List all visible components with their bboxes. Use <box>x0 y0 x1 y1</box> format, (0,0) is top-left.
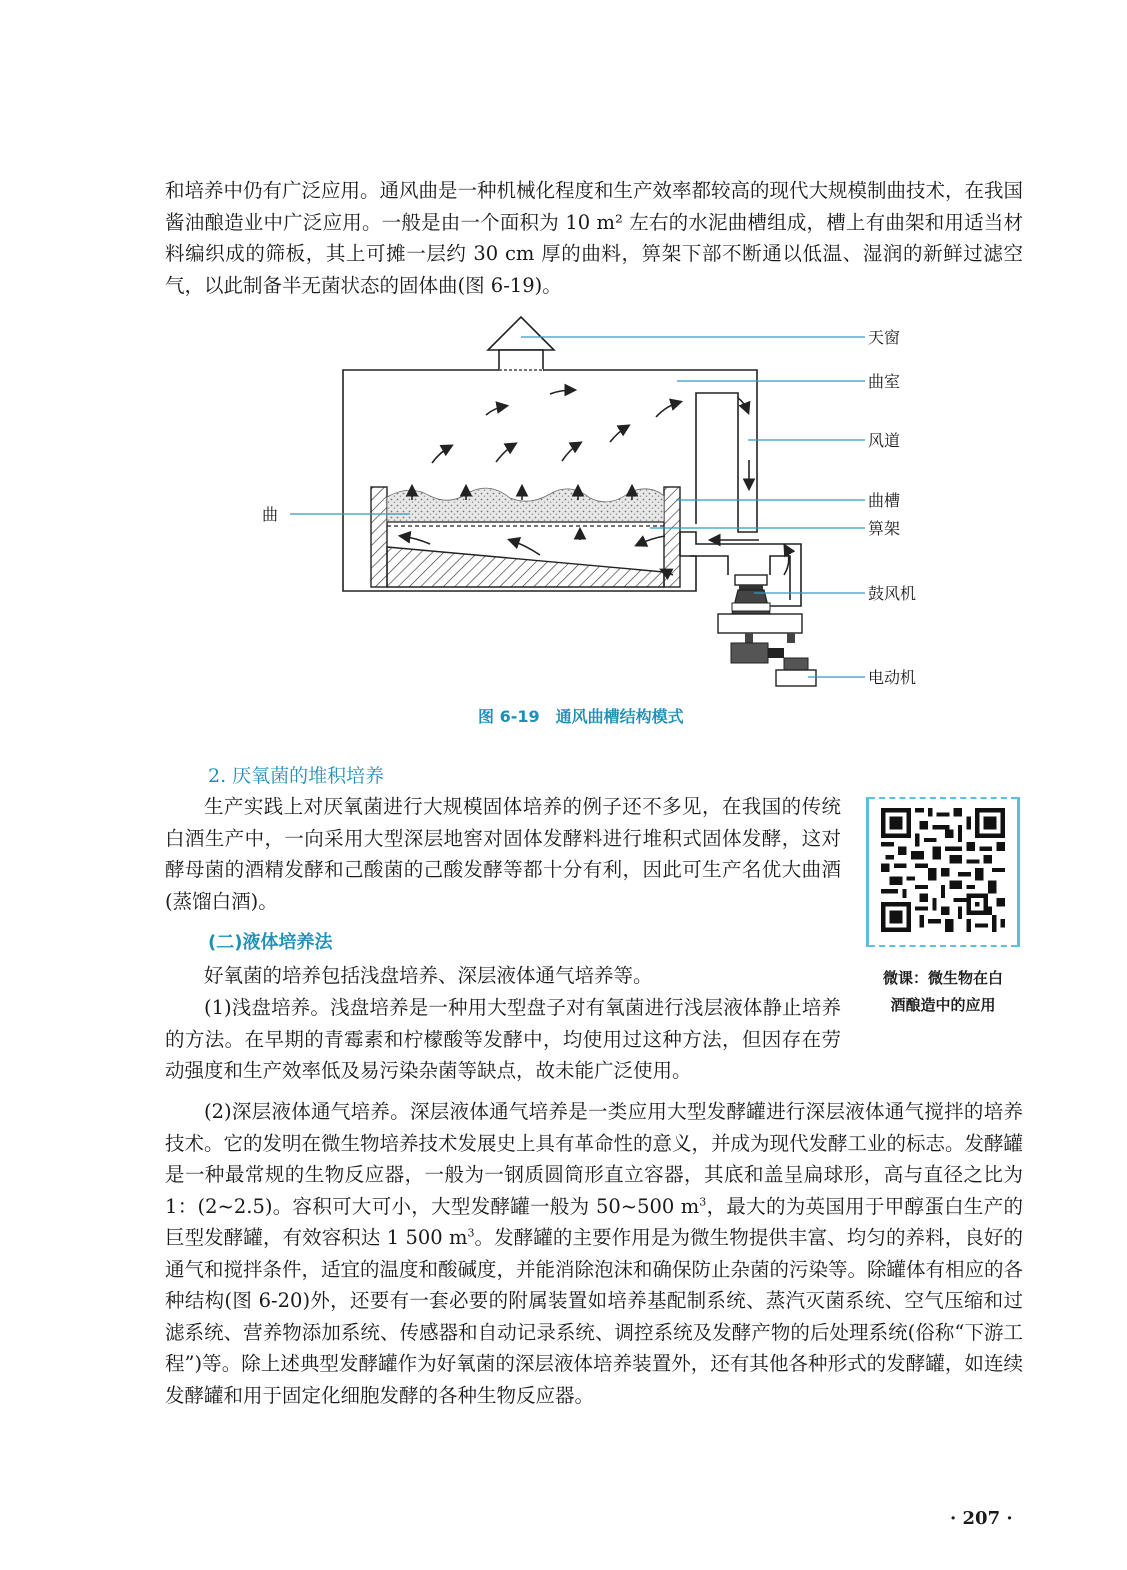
qr-caption-line1: 微课：微生物在白 <box>882 969 1003 987</box>
paragraph-ventilated-koji: 和培养中仍有广泛应用。通风曲是一种机械化程度和生产效率都较高的现代大规模制曲技术，在我国酱油酿造业中广泛应用。一般是由一个面积为 10 m² 左右的水泥曲槽组成，槽上有曲架和用适当材料编织成的筛板，其上可摊一层约 30 cm 厚的曲料，箅架下部不断通以低温、湿润的新鲜过滤空气，以此制备半无菌状态的固体曲(图 6-19)。 <box>165 179 1024 297</box>
label-skylight: 天窗 <box>868 328 901 347</box>
paragraph-deep-liquid-a: (2)深层液体通气培养。深层液体通气培养是一类应用大型发酵罐进行深层液体通气搅拌的培养技术。它的发明在微生物培养技术发展史上具有革命性的意义，并成为现代发酵工业的标志。发酵罐是一种最常规的生物反应器，一般为一钢质圆筒形直立容器，其底和盖呈扁球形，高与直径之比为 1：(2~2.5)。容积可大可小，大型发酵罐一般为 50~500 m <box>165 1100 1024 1218</box>
paragraph-deep-liquid-culture <box>165 1096 1023 1411</box>
paragraph-anaerobic: 生产实践上对厌氧菌进行大规模固体培养的例子还不多见，在我国的传统白酒生产中，一向采用大型深层地窖对固体发酵料进行堆积式固体发酵，这对酵母菌的酒精发酵和己酸菌的己酸发酵等都十分有利，因此可生产名优大曲酒(蒸馏白酒)。 <box>165 795 841 913</box>
paragraph-shallow-tray-text: (1)浅盘培养。浅盘培养是一种用大型盘子对有氧菌进行浅层液体静止培养的方法。在早期的青霉素和柠檬酸等发酵中，均使用过这种方法，但因存在劳动强度和生产效率低及易污染杂菌等缺点，故未能广泛使用。 <box>165 996 841 1082</box>
skylight-roof <box>488 317 554 350</box>
motor-right <box>784 658 808 670</box>
skylight-chimney <box>499 350 543 370</box>
motor-base <box>776 670 816 686</box>
section-heading-anaerobic: 2. 厌氧菌的堆积培养 <box>208 765 385 787</box>
label-koji: 曲 <box>262 505 279 524</box>
label-rack: 箅架 <box>868 519 901 538</box>
page-number: · 207 · <box>950 1508 1013 1529</box>
koji-layer <box>387 488 664 522</box>
paragraph-deep-liquid-b: ，最大的为英国用于甲醇蛋白生产的巨型发酵罐，有效容积达 1 500 m <box>165 1194 1023 1249</box>
label-motor: 电动机 <box>868 668 917 687</box>
superscript-cubic-2: 3 <box>467 1226 475 1240</box>
label-chamber: 曲室 <box>868 372 901 391</box>
trough-floor <box>387 547 664 587</box>
figure-ventilated-koji-trough <box>250 312 950 697</box>
trough-wall-left <box>371 487 387 587</box>
qr-code[interactable] <box>881 808 1005 932</box>
blower-top <box>735 575 767 585</box>
qr-code-frame[interactable] <box>866 797 1020 947</box>
qr-caption <box>862 965 1024 1019</box>
motor-left <box>731 643 768 663</box>
label-duct: 风道 <box>868 431 901 450</box>
label-blower: 鼓风机 <box>868 584 917 603</box>
qr-caption-line2: 酒酿造中的应用 <box>890 996 996 1014</box>
superscript-cubic: 3 <box>699 1195 707 1208</box>
section-heading-liquid: (二)液体培养法 <box>208 932 333 953</box>
label-trough: 曲槽 <box>868 491 901 510</box>
paragraph-aerobic-intro: 好氧菌的培养包括浅盘培养、深层液体通气培养等。 <box>204 964 653 987</box>
figure-caption: 图 6-19 通风曲槽结构模式 <box>478 707 684 726</box>
blower-base <box>718 614 802 633</box>
paragraph-deep-liquid-c: 。发酵罐的主要作用是为微生物提供丰富、均匀的养料，良好的通气和搅拌条件，适宜的温度和酸碱度，并能消除泡沫和确保防止杂菌的污染等。除罐体有相应的各种结构(图 6-20)外，还要有一套必要的附属装置如培养基配制系统、蒸汽灭菌系统、空气压缩和过滤系统、营养物添加系统、传感器和自动记录系统、调控系统及发酵产物的后处理系统(俗称“下游工程”)等。除上述典型发酵罐作为好氧菌的深层液体培养装置外，还有其他各种形式的发酵罐，如连续发酵罐和用于固定化细胞发酵的各种生物反应器。 <box>165 1226 1024 1407</box>
